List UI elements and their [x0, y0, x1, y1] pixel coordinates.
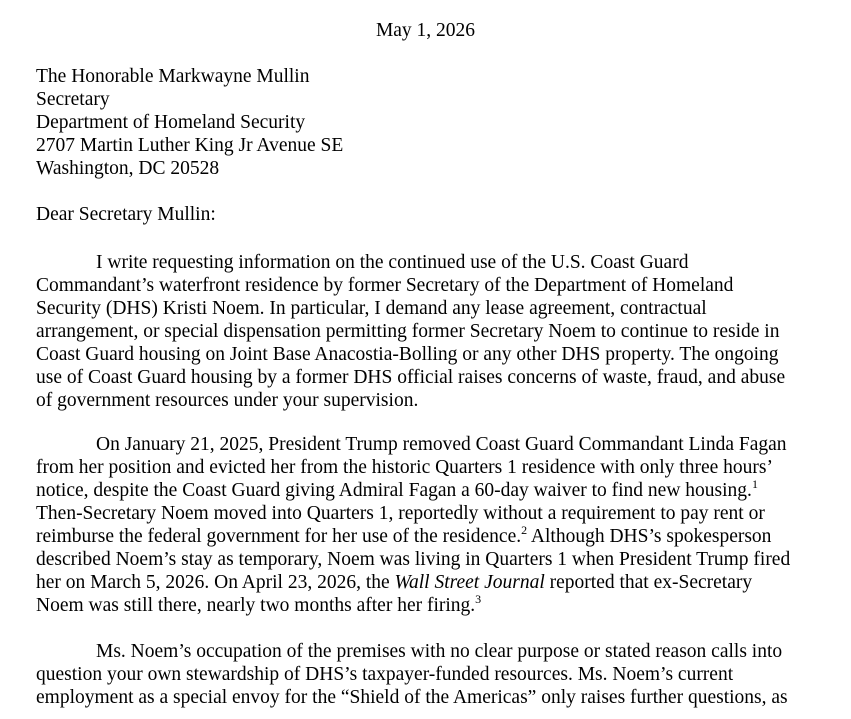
paragraph-line: use of Coast Guard housing by a former DHS official raises concerns of waste, fraud, and abuse — [36, 367, 786, 388]
recipient-city: Washington, DC 20528 — [36, 158, 220, 179]
paragraph-line — [36, 571, 826, 594]
paragraph-line: Commandant’s waterfront residence by former Secretary of the Department of Homeland — [36, 275, 734, 296]
paragraph-line: On January 21, 2025, President Trump removed Coast Guard Commandant Linda Fagan — [96, 434, 787, 455]
paragraph-line: employment as a special envoy for the “Shield of the Americas” only raises further questions, as — [36, 687, 788, 708]
paragraph-line: of government resources under your supervision. — [36, 390, 419, 411]
paragraph-line — [36, 476, 826, 502]
recipient-address — [36, 65, 343, 180]
paragraph-line: Ms. Noem’s occupation of the premises with no clear purpose or stated reason calls into — [96, 641, 783, 662]
paragraph-text: notice, despite the Coast Guard giving Admiral Fagan a 60-day waiver to find new housing. — [36, 480, 752, 501]
paragraph-text: reported that ex-Secretary — [544, 572, 753, 593]
footnote-ref-1[interactable]: 1 — [751, 476, 758, 491]
paragraph-text: her on March 5, 2026. On April 23, 2026, the — [36, 572, 395, 593]
publication-title: Wall Street Journal — [394, 572, 545, 593]
paragraph-line: Then-Secretary Noem moved into Quarters 1, reportedly without a requirement to pay rent or — [36, 503, 765, 524]
paragraph-text: Noem was still there, nearly two months after her firing. — [36, 595, 476, 616]
paragraph-line: I write requesting information on the continued use of the U.S. Coast Guard — [96, 252, 689, 273]
paragraph-line: Security (DHS) Kristi Noem. In particular, I demand any lease agreement, contractual — [36, 298, 707, 319]
paragraph-line: arrangement, or special dispensation permitting former Secretary Noem to continue to reside in — [36, 321, 780, 342]
footnote-ref-3[interactable]: 3 — [475, 591, 482, 606]
recipient-street: 2707 Martin Luther King Jr Avenue SE — [36, 135, 344, 156]
footnote-ref-2[interactable]: 2 — [521, 522, 528, 537]
recipient-name: The Honorable Markwayne Mullin — [36, 66, 310, 87]
paragraph-line: Coast Guard housing on Joint Base Anacostia-Bolling or any other DHS property. The ongoing — [36, 344, 779, 365]
paragraph-text: reimburse the federal government for her use of the residence. — [36, 526, 522, 547]
paragraph-line: described Noem’s stay as temporary, Noem was living in Quarters 1 when President Trump fired — [36, 549, 791, 570]
paragraph-1 — [36, 251, 826, 412]
paragraph-line: question your own stewardship of DHS’s taxpayer-funded resources. Ms. Noem’s current — [36, 664, 734, 685]
salutation: Dear Secretary Mullin: — [36, 204, 216, 225]
paragraph-3 — [36, 640, 826, 709]
paragraph-line: from her position and evicted her from the historic Quarters 1 residence with only three hours’ — [36, 457, 773, 478]
recipient-department: Department of Homeland Security — [36, 112, 306, 133]
letter-date: May 1, 2026 — [375, 20, 476, 41]
paragraph-line — [36, 522, 826, 548]
paragraph-text: Although DHS’s spokesperson — [527, 526, 772, 547]
paragraph-line — [36, 591, 826, 617]
recipient-title: Secretary — [36, 89, 110, 110]
paragraph-2 — [36, 433, 826, 617]
